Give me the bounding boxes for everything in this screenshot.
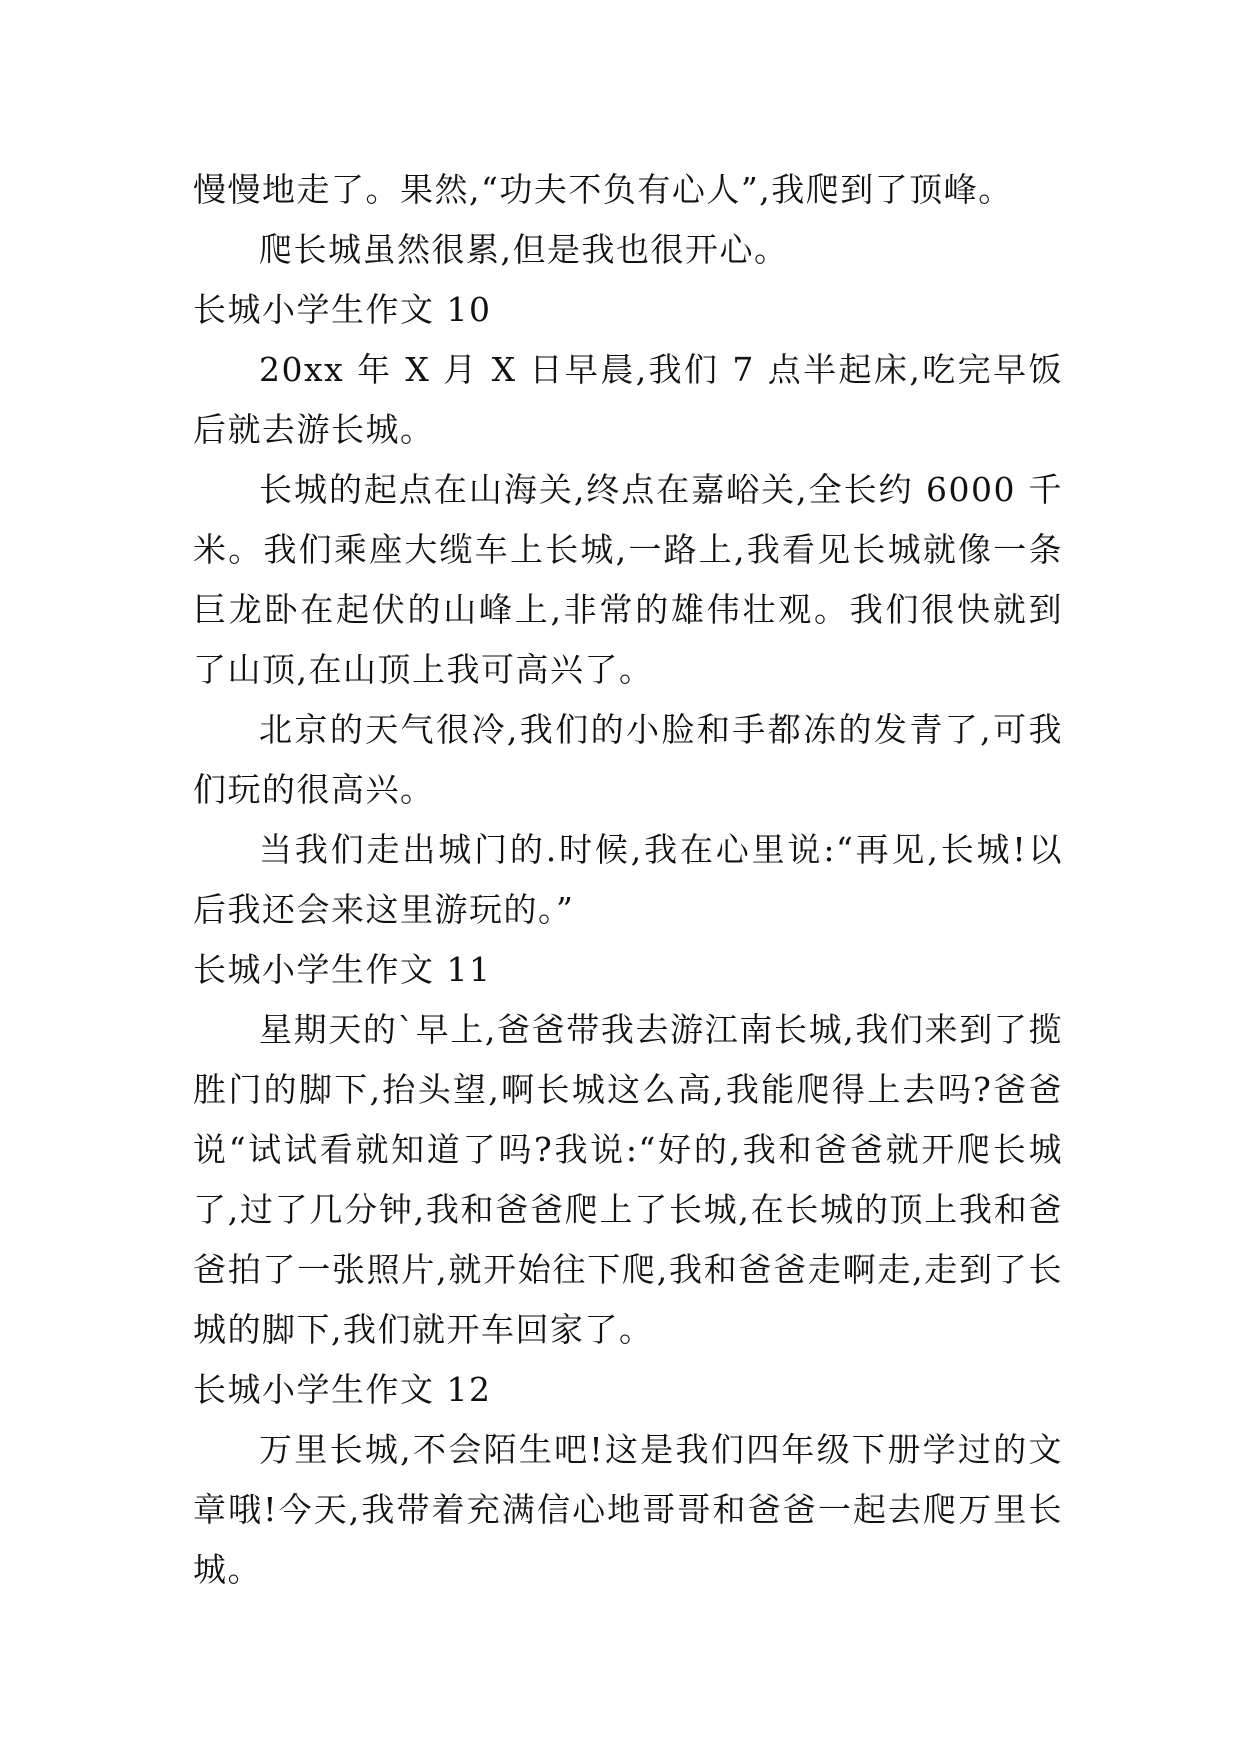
- paragraph: 万里长城,不会陌生吧!这是我们四年级下册学过的文章哦!今天,我带着充满信心地哥哥和爸爸一起去爬万里长城。: [193, 1430, 1063, 1589]
- paragraph: 星期天的`早上,爸爸带我去游江南长城,我们来到了揽胜门的脚下,抬头望,啊长城这么高,我能爬得上去吗?爸爸说“试试看就知道了吗?我说:“好的,我和爸爸就开爬长城了,过了几分钟,我和爸爸爬上了长城,在长城的顶上我和爸爸拍了一张照片,就开始往下爬,我和爸爸走啊走,走到了长城的脚下,我们就开车回家了。: [193, 1010, 1063, 1349]
- section-heading: 长城小学生作文 10: [193, 290, 492, 329]
- paragraph: 爬长城虽然很累,但是我也很开心。: [259, 230, 789, 269]
- paragraph: 长城的起点在山海关,终点在嘉峪关,全长约 6000 千米。我们乘座大缆车上长城,一路上,我看见长城就像一条巨龙卧在起伏的山峰上,非常的雄伟壮观。我们很快就到了山顶,在山顶上我可高兴了。: [193, 470, 1063, 689]
- document-body: [193, 160, 1063, 1600]
- section-heading: 长城小学生作文 12: [193, 1370, 492, 1409]
- section-heading: 长城小学生作文 11: [193, 950, 492, 989]
- paragraph: 20xx 年 X 月 X 日早晨,我们 7 点半起床,吃完早饭后就去游长城。: [193, 350, 1063, 449]
- paragraph: 北京的天气很冷,我们的小脸和手都冻的发青了,可我们玩的很高兴。: [193, 710, 1063, 809]
- paragraph: 当我们走出城门的.时候,我在心里说:“再见,长城!以后我还会来这里游玩的。”: [193, 830, 1063, 929]
- paragraph: 慢慢地走了。果然,“功夫不负有心人”,我爬到了顶峰。: [193, 170, 1013, 209]
